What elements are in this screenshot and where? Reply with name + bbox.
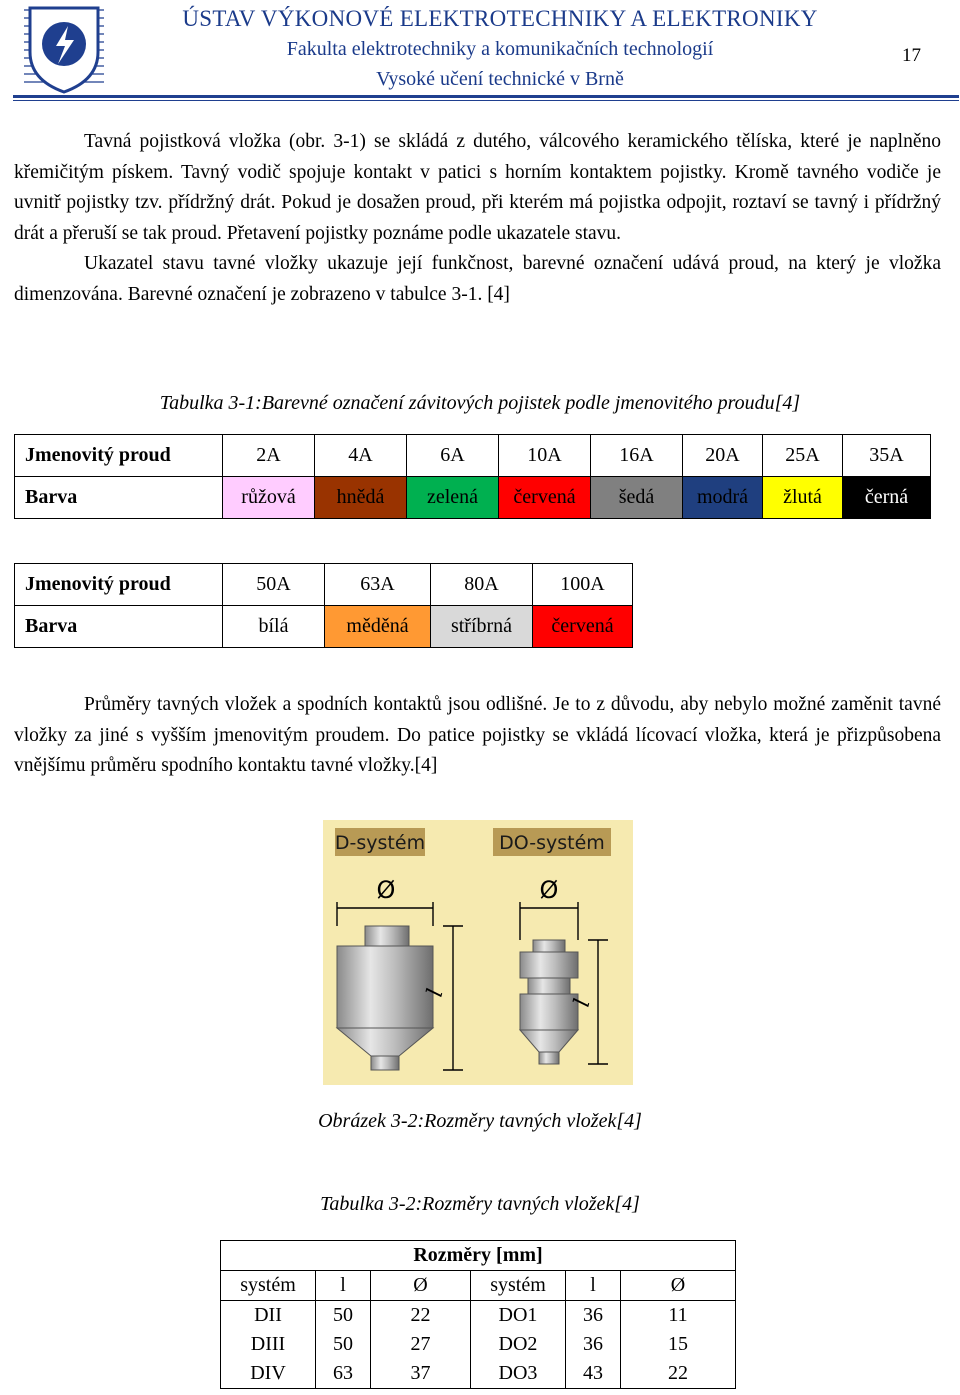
university-name: Vysoké učení technické v Brně bbox=[376, 68, 624, 90]
header-rule-thin bbox=[13, 100, 959, 101]
figure-caption: Obrázek 3-2:Rozměry tavných vložek[4] bbox=[318, 1110, 642, 1132]
cell-value: 43 bbox=[583, 1362, 603, 1384]
diameter-paragraph bbox=[14, 690, 941, 782]
color-cell: červená bbox=[533, 606, 633, 648]
intro-paragraph bbox=[14, 127, 941, 310]
cell-value: 11 bbox=[668, 1304, 688, 1326]
cell-value: 36 bbox=[583, 1304, 603, 1326]
table-header-row bbox=[221, 1271, 736, 1301]
current-cell: 63A bbox=[325, 564, 431, 606]
color-table-2 bbox=[14, 563, 633, 648]
system-d-cell bbox=[221, 1301, 316, 1389]
row-label-color: Barva bbox=[15, 606, 223, 648]
color-cell: měděná bbox=[325, 606, 431, 648]
cell-value: 37 bbox=[410, 1362, 431, 1384]
length-symbol-right: l bbox=[569, 996, 596, 1010]
table-title-row bbox=[221, 1241, 736, 1271]
diameter-d-cell bbox=[371, 1301, 471, 1389]
header-text bbox=[120, 4, 880, 94]
current-cell: 20A bbox=[683, 435, 763, 477]
cell-value: 50 bbox=[333, 1333, 353, 1355]
body-text-2: Ukazatel stavu tavné vložky ukazuje její funkčnost, barevné označení udává proud, na který je vložka dimenzována. Barevné označení je zobrazeno v tabulce 3-1. [4] bbox=[14, 253, 941, 305]
diameter-do-cell bbox=[621, 1301, 736, 1389]
label-do-system: DO-systém bbox=[499, 832, 605, 854]
row-label-current: Jmenovitý proud bbox=[15, 564, 223, 606]
header-cell: l bbox=[316, 1271, 371, 1301]
page-header bbox=[0, 0, 960, 100]
length-symbol-left: l bbox=[422, 986, 449, 1000]
fuse-diagram-icon bbox=[323, 820, 633, 1085]
color-table-1 bbox=[14, 434, 931, 519]
body-text-3: Průměry tavných vložek a spodních kontaktů jsou odlišné. Je to z důvodu, aby nebylo možné zaměnit tavné vložky za jiné s vyšším jmenovitým proudem. Do patice pojistky se vkládá lícovací vložka, která je přizpůsobena vnějšímu průměru spodního kontaktu tavné vložky.[4] bbox=[14, 694, 941, 776]
diameter-symbol-right: Ø bbox=[539, 876, 559, 904]
dimensions-table bbox=[220, 1240, 736, 1389]
color-row bbox=[15, 606, 633, 648]
current-cell: 4A bbox=[315, 435, 407, 477]
header-cell: systém bbox=[221, 1271, 316, 1301]
body-text: Tavná pojistková vložka (obr. 3-1) se skládá z dutého, válcového keramického tělíska, které je naplněno křemičitým pískem. Tavný vodič spojuje kontakt v patici s horním kontaktem pojistky. Kromě tavného vodiče je uvnitř pojistky tzv. přídržný drát. Pokud je dosažen proud, při kterém má pojistka odpojit, roztaví se tavný i přídržný drát a přeruší se tak proud. Přetavení pojistky poznáme podle ukazatele stavu. bbox=[14, 131, 941, 244]
current-row bbox=[15, 435, 931, 477]
table2-caption: Tabulka 3-2:Rozměry tavných vložek[4] bbox=[320, 1193, 640, 1215]
cell-value: 22 bbox=[410, 1304, 431, 1326]
current-row bbox=[15, 564, 633, 606]
current-cell: 2A bbox=[223, 435, 315, 477]
color-cell: stříbrná bbox=[431, 606, 533, 648]
cell-value: 50 bbox=[333, 1304, 353, 1326]
row-label-current: Jmenovitý proud bbox=[15, 435, 223, 477]
cell-value: DIV bbox=[250, 1362, 286, 1384]
current-cell: 100A bbox=[533, 564, 633, 606]
diameter-symbol-left: Ø bbox=[376, 876, 396, 904]
row-label-color: Barva bbox=[15, 477, 223, 519]
cell-value: DII bbox=[254, 1304, 282, 1326]
cell-value: DIII bbox=[250, 1333, 286, 1355]
header-cell: systém bbox=[471, 1271, 566, 1301]
color-cell: černá bbox=[843, 477, 931, 519]
header-cell: Ø bbox=[371, 1271, 471, 1301]
color-cell: modrá bbox=[683, 477, 763, 519]
cell-value: 63 bbox=[333, 1362, 353, 1384]
current-cell: 16A bbox=[591, 435, 683, 477]
table1-caption: Tabulka 3-1:Barevné označení závitových pojistek podle jmenovitého proudu[4] bbox=[159, 392, 801, 414]
university-logo-icon bbox=[20, 2, 108, 94]
system-do-cell bbox=[471, 1301, 566, 1389]
current-cell: 35A bbox=[843, 435, 931, 477]
cell-value: 36 bbox=[583, 1333, 603, 1355]
cell-value: DO3 bbox=[498, 1362, 538, 1384]
header-cell: Ø bbox=[621, 1271, 736, 1301]
cell-value: DO1 bbox=[498, 1304, 538, 1326]
color-cell: zelená bbox=[407, 477, 499, 519]
faculty-name: Fakulta elektrotechniky a komunikačních technologií bbox=[286, 38, 714, 60]
current-cell: 25A bbox=[763, 435, 843, 477]
header-cell: l bbox=[566, 1271, 621, 1301]
header-rule bbox=[13, 95, 959, 98]
color-cell: červená bbox=[499, 477, 591, 519]
current-cell: 50A bbox=[223, 564, 325, 606]
fuse-dimensions-figure bbox=[323, 820, 633, 1085]
cell-value: 22 bbox=[668, 1362, 688, 1384]
institute-name: ÚSTAV VÝKONOVÉ ELEKTROTECHNIKY A ELEKTRONIKY bbox=[182, 6, 818, 31]
cell-value: DO2 bbox=[498, 1333, 538, 1355]
current-cell: 10A bbox=[499, 435, 591, 477]
color-row bbox=[15, 477, 931, 519]
table-title: Rozměry [mm] bbox=[221, 1241, 736, 1271]
page-number: 17 bbox=[902, 45, 921, 66]
color-cell: růžová bbox=[223, 477, 315, 519]
current-cell: 6A bbox=[407, 435, 499, 477]
cell-value: 27 bbox=[410, 1333, 431, 1355]
color-cell: žlutá bbox=[763, 477, 843, 519]
color-cell: šedá bbox=[591, 477, 683, 519]
color-cell: hnědá bbox=[315, 477, 407, 519]
label-d-system: D-systém bbox=[334, 832, 426, 854]
length-d-cell bbox=[316, 1301, 371, 1389]
current-cell: 80A bbox=[431, 564, 533, 606]
color-cell: bílá bbox=[223, 606, 325, 648]
length-do-cell bbox=[566, 1301, 621, 1389]
cell-value: 15 bbox=[668, 1333, 688, 1355]
table-data-row bbox=[221, 1301, 736, 1389]
